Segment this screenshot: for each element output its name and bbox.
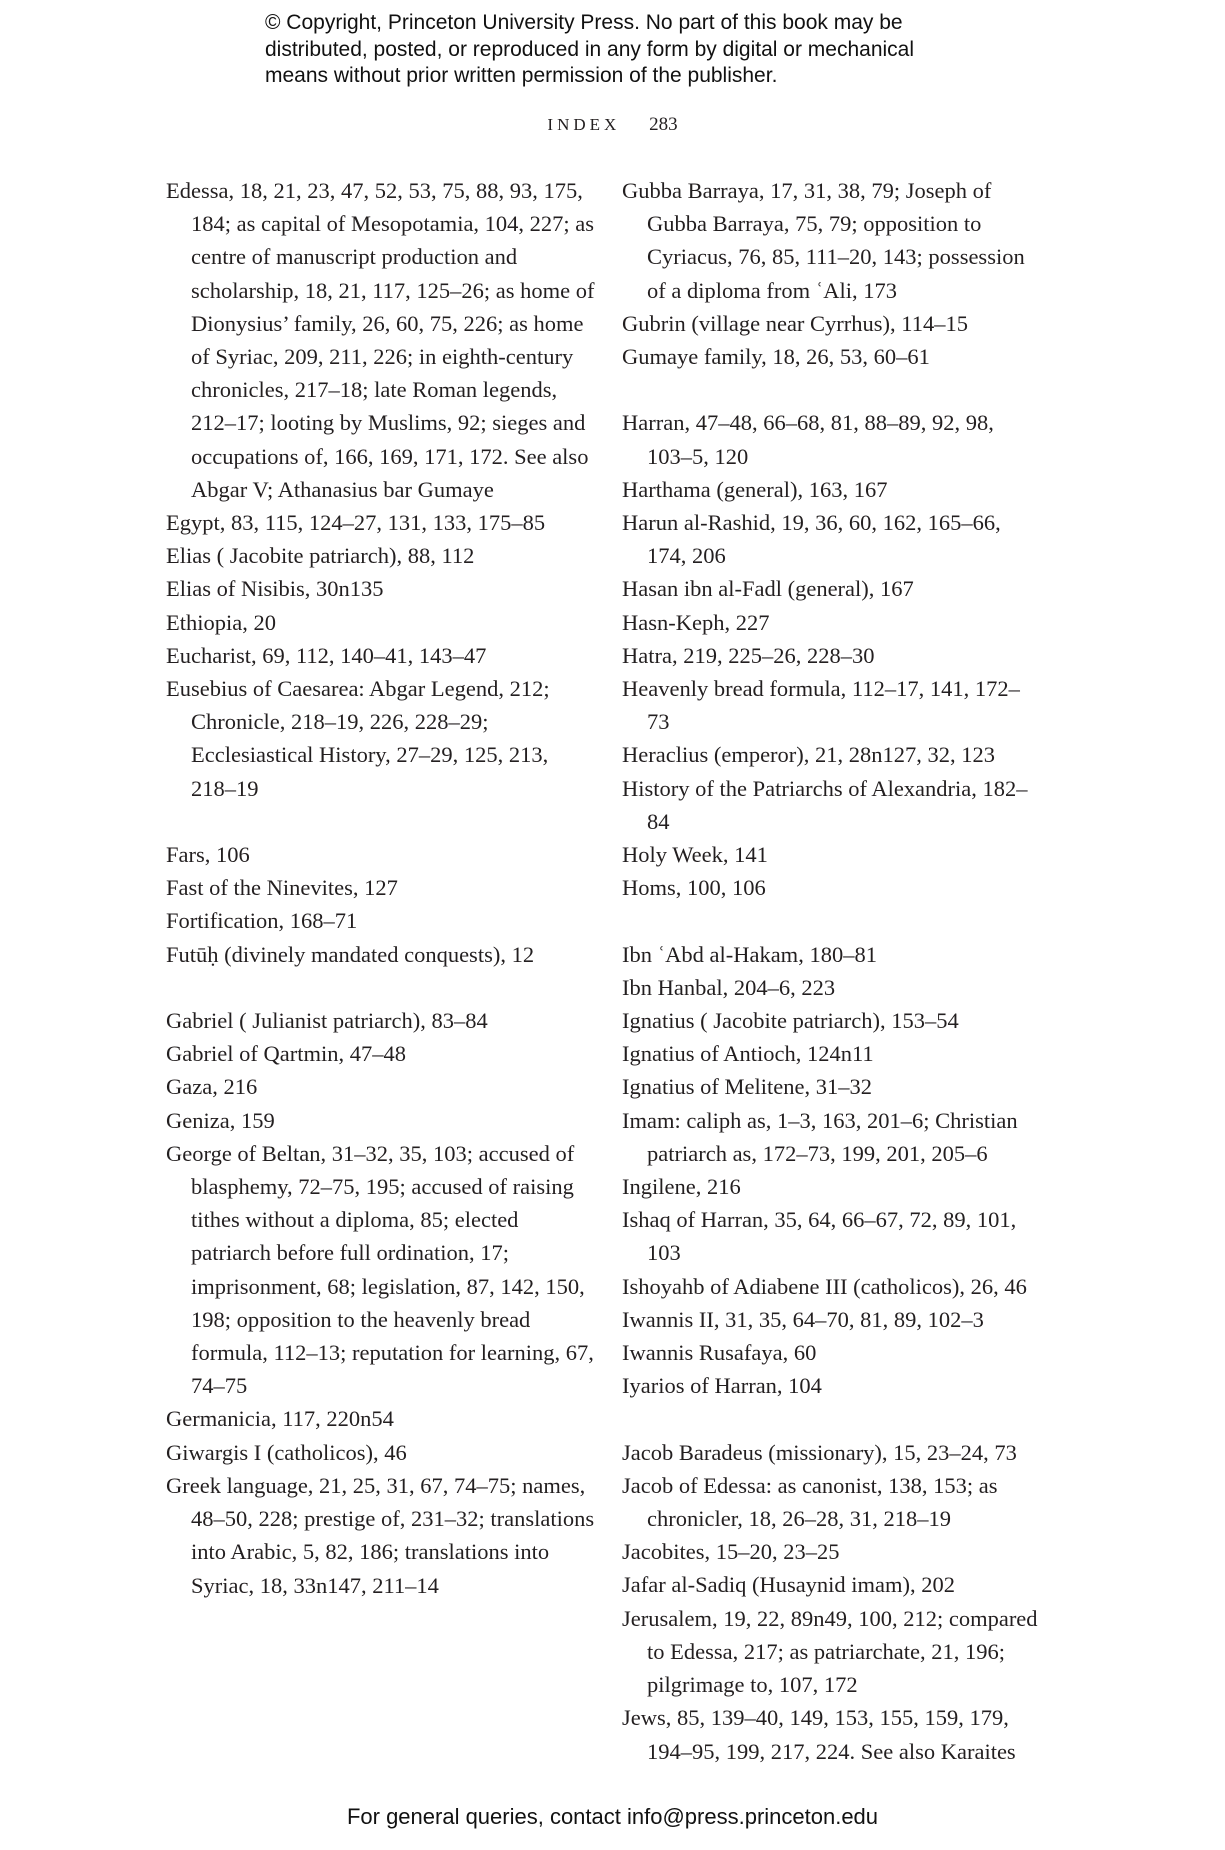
index-entry: Eucharist, 69, 112, 140–41, 143–47 (166, 642, 487, 668)
index-entry: Jerusalem, 19, 22, 89n49, 100, 212; compared to Edessa, 217; as patriarchate, 21, 196; pilgrimage to, 107, 172 (622, 1605, 1038, 1698)
index-entry: Jafar al-Sadiq (Husaynid imam), 202 (622, 1572, 956, 1598)
copyright-notice (265, 10, 1025, 90)
index-entry: Ibn ʿAbd al-Hakam, 180–81 (622, 941, 877, 967)
index-entry: Heraclius (emperor), 21, 28n127, 32, 123 (622, 742, 996, 768)
letter-group-gap (622, 373, 1042, 406)
index-entry: Giwargis I (catholicos), 46 (166, 1439, 407, 1465)
index-entry: Gubrin (village near Cyrrhus), 114–15 (622, 310, 968, 336)
index-entry: Ishaq of Harran, 35, 64, 66–67, 72, 89, 101, 103 (622, 1207, 1017, 1266)
index-entry: Hasn-Keph, 227 (622, 609, 770, 635)
running-head (0, 114, 1225, 136)
index-entry: Ignatius of Melitene, 31–32 (622, 1074, 872, 1100)
index-entry: Harthama (general), 163, 167 (622, 476, 888, 502)
letter-group-gap (166, 805, 596, 838)
index-entry: Geniza, 159 (166, 1107, 275, 1133)
index-entry: Greek language, 21, 25, 31, 67, 74–75; names, 48–50, 228; prestige of, 231–32; translations into Arabic, 5, 82, 186; translations into Syriac, 18, 33n147, 211–14 (166, 1472, 595, 1598)
index-entry: Gabriel ( Julianist patriarch), 83–84 (166, 1008, 488, 1034)
copyright-line: means without prior written permission of the publisher. (265, 64, 778, 87)
footer-contact: For general queries, contact info@press.princeton.edu (346, 1804, 879, 1829)
index-entry: Ingilene, 216 (622, 1174, 741, 1200)
index-entry: Gaza, 216 (166, 1074, 258, 1100)
index-entry: Edessa, 18, 21, 23, 47, 52, 53, 75, 88, 93, 175, 184; as capital of Mesopotamia, 104, 227; as centre of manuscript production and scholarship, 18, 21, 117, 125–26; as home of Dionysius’ family, 26, 60, 75, 226; as home of Syriac, 209, 211, 226; in eighth-century chronicles, 217–18; late Roman legends, 212–17; looting by Muslims, 92; sieges and occupations of, 166, 169, 171, 172. See also Abgar V; Athanasius bar Gumaye (166, 178, 595, 502)
index-entry: Gubba Barraya, 17, 31, 38, 79; Joseph of Gubba Barraya, 75, 79; opposition to Cyriacus, 76, 85, 111–20, 143; possession of a diploma from ʿAli, 173 (622, 178, 1025, 303)
copyright-line: distributed, posted, or reproduced in any form by digital or mechanical (265, 37, 915, 61)
index-entry: Hatra, 219, 225–26, 228–30 (622, 642, 875, 668)
index-entry: Jacob of Edessa: as canonist, 138, 153; as chronicler, 18, 26–28, 31, 218–19 (622, 1472, 998, 1532)
letter-group-gap (622, 1402, 1042, 1435)
index-entry: Egypt, 83, 115, 124–27, 131, 133, 175–85 (166, 510, 546, 536)
index-entry: Jacob Baradeus (missionary), 15, 23–24, 73 (622, 1439, 1017, 1465)
index-entry: Iyarios of Harran, 104 (622, 1373, 822, 1399)
index-entry: Fars, 106 (166, 842, 250, 868)
index-entry: Holy Week, 141 (622, 842, 768, 868)
index-entry: Imam: caliph as, 1–3, 163, 201–6; Christian patriarch as, 172–73, 199, 201, 205–6 (622, 1107, 1018, 1166)
copyright-line: © Copyright, Princeton University Press. No part of this book may be (265, 11, 903, 34)
index-entry: Jacobites, 15–20, 23–25 (622, 1539, 840, 1565)
index-entry: Ibn Hanbal, 204–6, 223 (622, 974, 836, 1000)
index-entry: Homs, 100, 106 (622, 875, 766, 901)
index-entry: Jews, 85, 139–40, 149, 153, 155, 159, 179, 194–95, 199, 217, 224. See also Karaites (622, 1705, 1016, 1764)
index-entry: Fortification, 168–71 (166, 908, 358, 934)
page-number: 283 (649, 114, 678, 135)
index-entry: Iwannis Rusafaya, 60 (622, 1340, 817, 1366)
index-entry: Elias of Nisibis, 30n135 (166, 576, 384, 602)
index-entry: Harran, 47–48, 66–68, 81, 88–89, 92, 98, 103–5, 120 (622, 410, 994, 469)
index-entry: Gabriel of Qartmin, 47–48 (166, 1041, 406, 1067)
index-entry: Heavenly bread formula, 112–17, 141, 172–73 (622, 676, 1020, 735)
running-head-title: INDEX (547, 115, 621, 134)
index-entry: Elias ( Jacobite patriarch), 88, 112 (166, 543, 475, 569)
index-column-right (622, 174, 1042, 1768)
index-entry: Ishoyahb of Adiabene III (catholicos), 26, 46 (622, 1273, 1027, 1299)
letter-group-gap (166, 971, 596, 1004)
index-entry: Ignatius ( Jacobite patriarch), 153–54 (622, 1008, 959, 1034)
letter-group-gap (622, 904, 1042, 937)
index-entry: History of the Patriarchs of Alexandria, 182–84 (622, 775, 1028, 834)
index-entry: George of Beltan, 31–32, 35, 103; accused of blasphemy, 72–75, 195; accused of raising tithes without a diploma, 85; elected patriarch before full ordination, 17; imprisonment, 68; legislation, 87, 142, 150, 198; opposition to the heavenly bread formula, 112–13; reputation for learning, 67, 74–75 (166, 1140, 594, 1399)
index-entry: Fast of the Ninevites, 127 (166, 875, 398, 901)
index-entry: Ignatius of Antioch, 124n11 (622, 1041, 874, 1067)
index-entry: Eusebius of Caesarea: Abgar Legend, 212; Chronicle, 218–19, 226, 228–29; Ecclesiastical History, 27–29, 125, 213, 218–19 (166, 676, 550, 801)
index-column-left (166, 174, 596, 1602)
index-entry: Germanicia, 117, 220n54 (166, 1406, 394, 1432)
index-entry: Harun al-Rashid, 19, 36, 60, 162, 165–66, 174, 206 (622, 510, 1001, 569)
index-entry: Hasan ibn al-Fadl (general), 167 (622, 576, 914, 602)
index-entry: Iwannis II, 31, 35, 64–70, 81, 89, 102–3 (622, 1306, 984, 1332)
index-entry: Futūḥ (divinely mandated conquests), 12 (166, 941, 535, 967)
index-entry: Ethiopia, 20 (166, 609, 276, 635)
index-entry: Gumaye family, 18, 26, 53, 60–61 (622, 344, 930, 370)
